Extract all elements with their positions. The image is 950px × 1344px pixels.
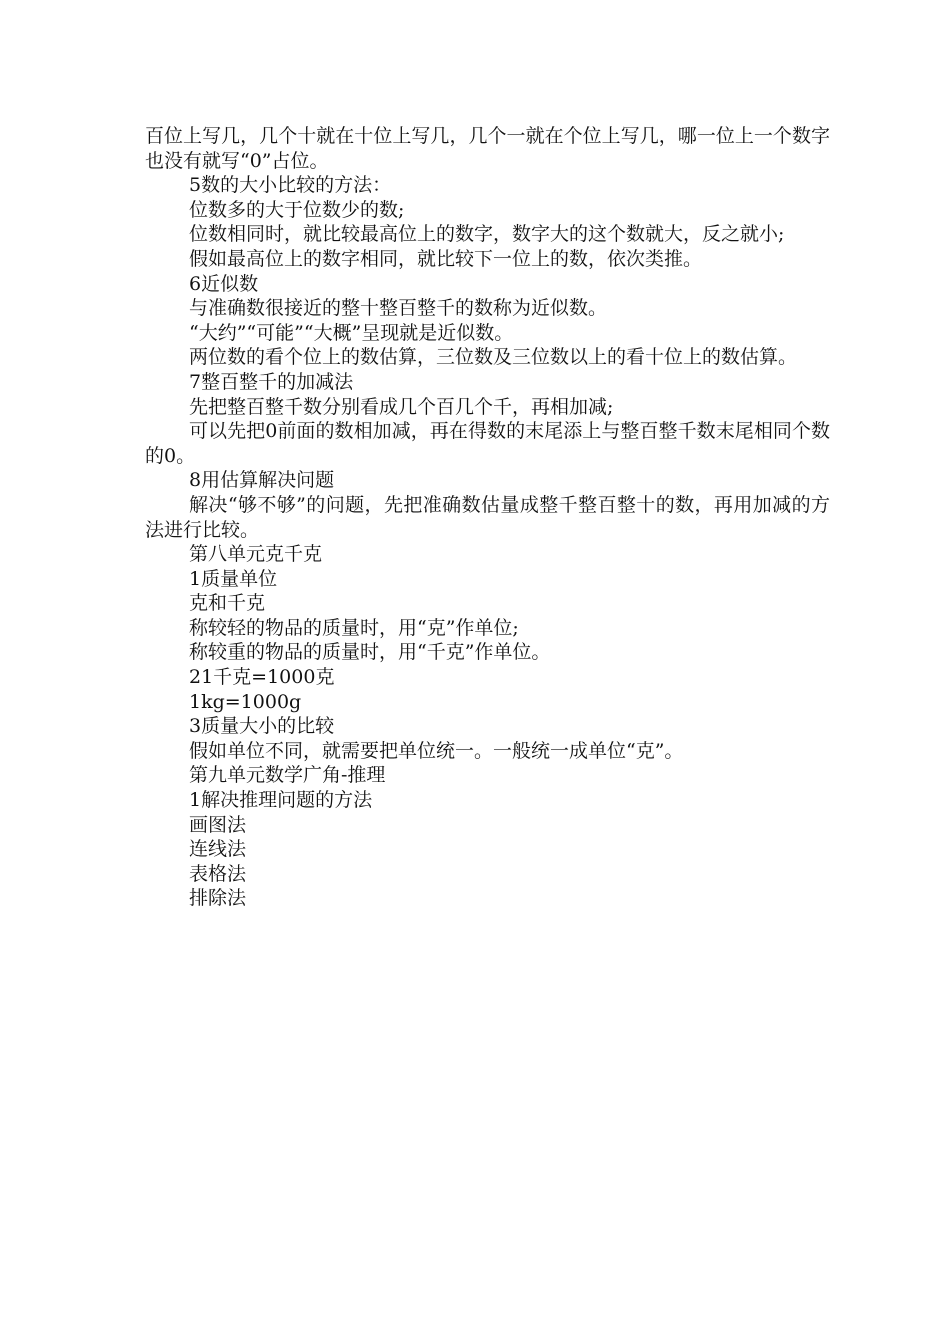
heading-unit-eight: 第八单元克千克: [189, 543, 323, 566]
paragraph-next-digit: 假如最高位上的数字相同，就比较下一位上的数，依次类推。: [189, 247, 703, 270]
paragraph-unify-units: 假如单位不同，就需要把单位统一。一般统一成单位“克”。: [189, 739, 684, 762]
paragraph-approximate-keywords: “大约”“可能”“大概”呈现就是近似数。: [189, 321, 514, 344]
document-body: [145, 124, 830, 911]
heading-reasoning-methods: 1解决推理问题的方法: [189, 789, 373, 812]
paragraph-enough-problem: 解决“够不够”的问题，先把准确数估量成整千整百整十的数，再用加减的方法进行比较。: [145, 493, 830, 541]
heading-mass-units: 1质量单位: [189, 567, 278, 590]
paragraph-place-value-continued: 百位上写几，几个十就在十位上写几，几个一就在个位上写几，哪一位上一个数字也没有就写“0”占位。: [145, 125, 830, 172]
heading-estimation-problems: 8用估算解决问题: [189, 469, 335, 492]
list-item-line-connecting-method: 连线法: [189, 838, 247, 861]
paragraph-arithmetic-method-2: 可以先把0前面的数相加减，再在得数的末尾添上与整百整千数末尾相同个数的0。: [145, 420, 830, 467]
heading-hundreds-thousands-arithmetic: 7整百整千的加减法: [189, 370, 354, 393]
paragraph-arithmetic-method-1: 先把整百整千数分别看成几个百几个千，再相加减;: [189, 395, 614, 418]
paragraph-gram-kilogram: 克和千克: [189, 592, 266, 615]
heading-mass-comparison: 3质量大小的比较: [189, 715, 335, 738]
paragraph-same-digits: 位数相同时，就比较最高位上的数字，数字大的这个数就大，反之就小;: [189, 223, 785, 246]
heading-approximate-numbers: 6近似数: [189, 272, 259, 295]
paragraph-approximate-definition: 与准确数很接近的整十整百整千的数称为近似数。: [189, 297, 608, 320]
paragraph-more-digits: 位数多的大于位数少的数;: [189, 198, 405, 221]
paragraph-estimation-rule: 两位数的看个位上的数估算，三位数及三位数以上的看十位上的数估算。: [189, 346, 798, 369]
heading-number-comparison: 5数的大小比较的方法：: [189, 174, 392, 197]
paragraph-conversion-chinese: 21千克=1000克: [189, 666, 335, 689]
paragraph-conversion-symbols: 1kg=1000g: [189, 690, 302, 713]
list-item-drawing-method: 画图法: [189, 813, 247, 836]
list-item-elimination-method: 排除法: [189, 887, 247, 910]
list-item-table-method: 表格法: [189, 862, 247, 885]
paragraph-light-objects: 称较轻的物品的质量时，用“克”作单位;: [189, 616, 519, 639]
heading-unit-nine: 第九单元数学广角-推理: [189, 764, 386, 787]
paragraph-heavy-objects: 称较重的物品的质量时，用“千克”作单位。: [189, 641, 551, 664]
